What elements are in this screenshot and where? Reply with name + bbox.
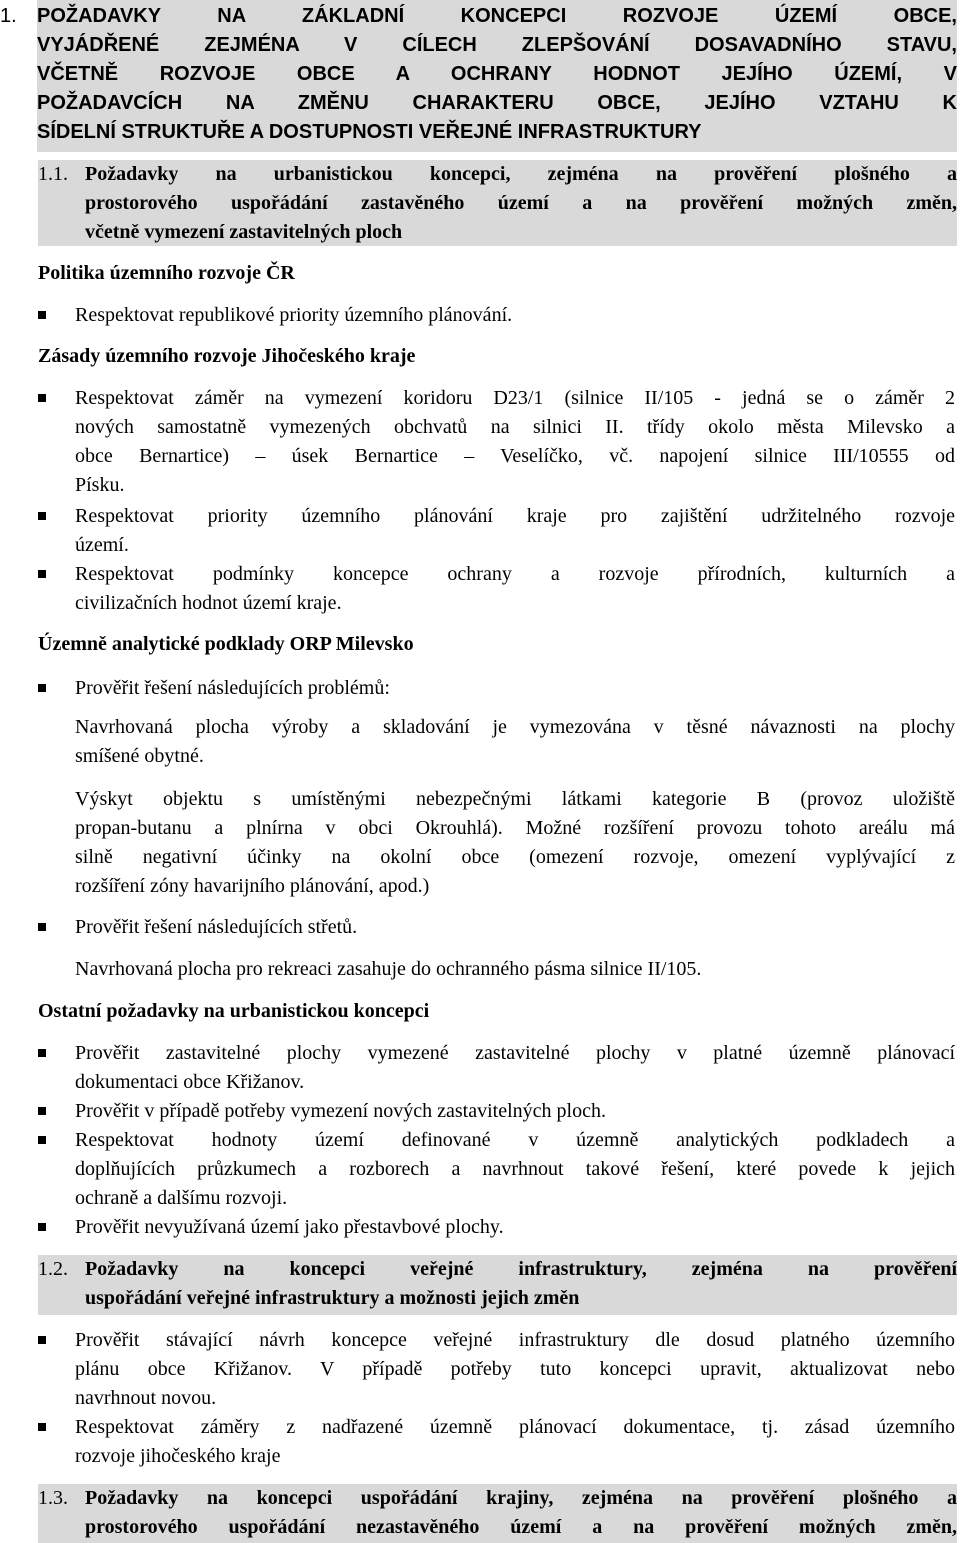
paragraph-line: Výskyt objektu s umístěnými nebezpečnými látkami kategorie B (provoz uložiště [75, 788, 955, 810]
list-item [38, 1326, 955, 1413]
section-heading-line: prostorového uspořádání zastavěného území a na prověření možných změn, [85, 192, 957, 214]
chapter-heading-line: VČETNĚ ROZVOJE OBCE A OCHRANY HODNOT JEJÍHO ÚZEMÍ, V [37, 63, 957, 85]
bullet-icon [38, 394, 46, 402]
chapter-heading [37, 0, 957, 152]
list-item-line: Prověřit stávající návrh koncepce veřejné infrastruktury dle dosud platného územního [75, 1329, 955, 1351]
chapter-heading-line: SÍDELNÍ STRUKTUŘE A DOSTUPNOSTI VEŘEJNÉ INFRASTRUKTURY [37, 121, 702, 143]
list-item-line: dokumentaci obce Křižanov. [75, 1071, 305, 1093]
list-item-line: nových samostatně vymezených obchvatů na silnici II. třídy okolo města Milevsko a [75, 416, 955, 438]
list-item-line: Respektovat priority územního plánování kraje pro zajištění udržitelného rozvoje [75, 505, 955, 527]
list-item-line: Respektovat záměry z nadřazené územně plánovací dokumentace, tj. zásad územního [75, 1416, 955, 1438]
bullet-icon [38, 684, 46, 692]
list-item-line: doplňujících průzkumech a rozborech a navrhnout takové řešení, které povede k jejich [75, 1158, 955, 1180]
section-heading-line: včetně vymezení zastavitelných ploch [85, 221, 403, 243]
list-item-line: Písku. [75, 474, 125, 496]
list-item-text: Prověřit řešení následujících střetů. [75, 916, 358, 938]
section-heading-line: prostorového uspořádání nezastavěného území a na prověření možných změn, [85, 1516, 957, 1538]
chapter-number: 1. [0, 5, 17, 27]
paragraph-line: rozšíření zóny havarijního plánování, apod.) [75, 875, 430, 897]
paragraph-line: Navrhovaná plocha pro rekreaci zasahuje do ochranného pásma silnice II/105. [75, 958, 702, 980]
bullet-icon [38, 311, 46, 319]
section-number: 1.2. [38, 1258, 68, 1280]
list-item [38, 913, 955, 942]
bullet-icon [38, 1049, 46, 1057]
chapter-heading-line: POŽADAVKY NA ZÁKLADNÍ KONCEPCI ROZVOJE ÚZEMÍ OBCE, [37, 5, 957, 27]
list-item-line: Respektovat hodnoty území definované v územně analytických podkladech a [75, 1129, 955, 1151]
bullet-icon [38, 570, 46, 578]
paragraph-line: silně negativní účinky na okolní obce (omezení rozvoje, omezení vyplývající z [75, 846, 955, 868]
list-item-line: navrhnout novou. [75, 1387, 217, 1409]
bullet-icon [38, 1423, 46, 1431]
list-item-line: obce Bernartice) – úsek Bernartice – Veselíčko, vč. napojení silnice III/10555 od [75, 445, 955, 467]
zasady-heading: Zásady územního rozvoje Jihočeského kraje [38, 345, 416, 367]
paragraph-line: Navrhovaná plocha výroby a skladování je vymezována v těsné návaznosti na plochy [75, 716, 955, 738]
paragraph [75, 955, 955, 984]
section-number: 1.3. [38, 1487, 68, 1509]
chapter-heading-line: VYJÁDŘENÉ ZEJMÉNA V CÍLECH ZLEPŠOVÁNÍ DOSAVADNÍHO STAVU, [37, 34, 957, 56]
list-item-line: rozvoje jihočeského kraje [75, 1445, 281, 1467]
list-item [38, 301, 955, 330]
list-item-line: plánu obce Křižanov. V případě potřeby tuto koncepci upravit, aktualizovat nebo [75, 1358, 955, 1380]
ostatni-heading: Ostatní požadavky na urbanistickou koncepci [38, 1000, 430, 1022]
list-item-line: civilizačních hodnot území kraje. [75, 592, 342, 614]
list-item [38, 384, 955, 500]
list-item [38, 560, 955, 618]
bullet-icon [38, 512, 46, 520]
paragraph [75, 713, 955, 771]
list-item-text: Prověřit v případě potřeby vymezení nových zastavitelných ploch. [75, 1100, 606, 1122]
list-item [38, 1213, 955, 1242]
paragraph-line: propan-butanu a plnírna v obci Okrouhlá). Možné rozšíření provozu tohoto areálu má [75, 817, 955, 839]
bullet-icon [38, 923, 46, 931]
politika-heading: Politika územního rozvoje ČR [38, 262, 295, 284]
section-heading-line: Požadavky na koncepci veřejné infrastruktury, zejména na prověření [85, 1258, 957, 1280]
list-item-line: ochraně a dalšímu rozvoji. [75, 1187, 288, 1209]
list-item [38, 674, 955, 703]
bullet-icon [38, 1107, 46, 1115]
section-1-3-heading [38, 1484, 957, 1543]
list-item [38, 1413, 955, 1471]
list-item-text: Prověřit řešení následujících problémů: [75, 677, 390, 699]
list-item-line: Respektovat záměr na vymezení koridoru D23/1 (silnice II/105 - jedná se o záměr 2 [75, 387, 955, 409]
bullet-icon [38, 1136, 46, 1144]
chapter-heading-line: POŽADAVCÍCH NA ZMĚNU CHARAKTERU OBCE, JEJÍHO VZTAHU K [37, 92, 957, 114]
list-item-text: Prověřit nevyužívaná území jako přestavbové plochy. [75, 1216, 504, 1238]
list-item [38, 502, 955, 560]
bullet-icon [38, 1223, 46, 1231]
section-heading-line: Požadavky na koncepci uspořádání krajiny, zejména na prověření plošného a [85, 1487, 957, 1509]
section-number: 1.1. [38, 163, 68, 185]
list-item [38, 1039, 955, 1097]
list-item-text: Respektovat republikové priority územního plánování. [75, 304, 513, 326]
paragraph [75, 785, 955, 901]
section-1-1-heading [38, 160, 957, 246]
list-item-line: Respektovat podmínky koncepce ochrany a rozvoje přírodních, kulturních a [75, 563, 955, 585]
bullet-icon [38, 1336, 46, 1344]
section-heading-line: Požadavky na urbanistickou koncepci, zejména na prověření plošného a [85, 163, 957, 185]
list-item-line: území. [75, 534, 129, 556]
paragraph-line: smíšené obytné. [75, 745, 204, 767]
uap-heading: Územně analytické podklady ORP Milevsko [38, 633, 414, 655]
list-item [38, 1126, 955, 1213]
section-heading-line: uspořádání veřejné infrastruktury a možnosti jejich změn [85, 1287, 580, 1309]
section-1-2-heading [38, 1255, 957, 1315]
list-item [38, 1097, 955, 1126]
list-item-line: Prověřit zastavitelné plochy vymezené zastavitelné plochy v platné územně plánovací [75, 1042, 955, 1064]
